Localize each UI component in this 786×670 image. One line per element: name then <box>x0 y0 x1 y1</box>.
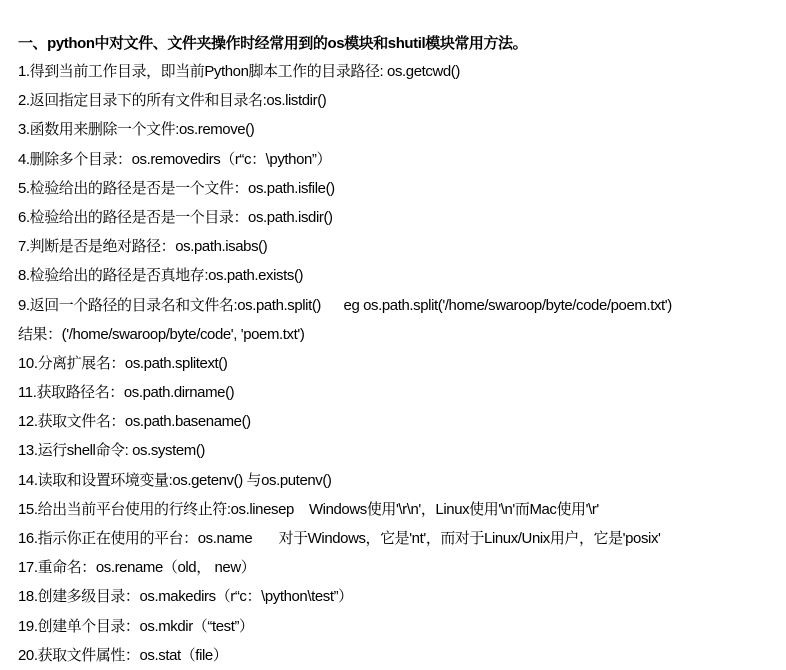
document-body <box>18 31 784 670</box>
list-item-9: 9.返回一个路径的目录名和文件名:os.path.split() eg os.path.split('/home/swaroop/byte/code/poem.txt') <box>18 296 672 314</box>
list-item-16: 16.指示你正在使用的平台：os.name 对于Windows，它是'nt'，而对于Linux/Unix用户，它是'posix' <box>18 530 661 547</box>
list-item-17: 17.重命名：os.rename（old， new） <box>18 559 256 577</box>
list-item-2: 2.返回指定目录下的所有文件和目录名:os.listdir() <box>18 92 327 110</box>
list-item-8: 8.检验给出的路径是否真地存:os.path.exists() <box>18 267 304 285</box>
list-item-5: 5.检验给出的路径是否是一个文件：os.path.isfile() <box>18 179 335 197</box>
list-item-4: 4.删除多个目录：os.removedirs（r“c：\python”） <box>18 150 332 168</box>
list-item-20: 20.获取文件属性：os.stat（file） <box>18 646 228 664</box>
list-item-15: 15.给出当前平台使用的行终止符:os.linesep Windows使用'\r\n'，Linux使用'\n'而Mac使用'\r' <box>18 500 599 518</box>
list-item-3: 3.函数用来删除一个文件:os.remove() <box>18 121 255 139</box>
list-item-6: 6.检验给出的路径是否是一个目录：os.path.isdir() <box>18 208 333 226</box>
section-heading: 一、python中对文件、文件夹操作时经常用到的os模块和shutil模块常用方法。 <box>18 35 528 52</box>
list-item-19: 19.创建单个目录：os.mkdir（“test”） <box>18 617 254 635</box>
list-item-12: 12.获取文件名：os.path.basename() <box>18 413 251 431</box>
list-item-18: 18.创建多级目录：os.makedirs（r“c：\python\test”） <box>18 588 353 606</box>
list-item-13: 13.运行shell命令: os.system() <box>18 442 205 460</box>
list-item-1: 1.得到当前工作目录，即当前Python脚本工作的目录路径: os.getcwd() <box>18 63 460 80</box>
list-item-10: 10.分离扩展名：os.path.splitext() <box>18 354 228 372</box>
list-item-9-result: 结果：('/home/swaroop/byte/code', 'poem.txt') <box>18 325 305 343</box>
list-item-11: 11.获取路径名：os.path.dirname() <box>18 384 235 402</box>
list-item-14: 14.读取和设置环境变量:os.getenv() 与os.putenv() <box>18 471 332 489</box>
list-item-7: 7.判断是否是绝对路径：os.path.isabs() <box>18 238 268 256</box>
